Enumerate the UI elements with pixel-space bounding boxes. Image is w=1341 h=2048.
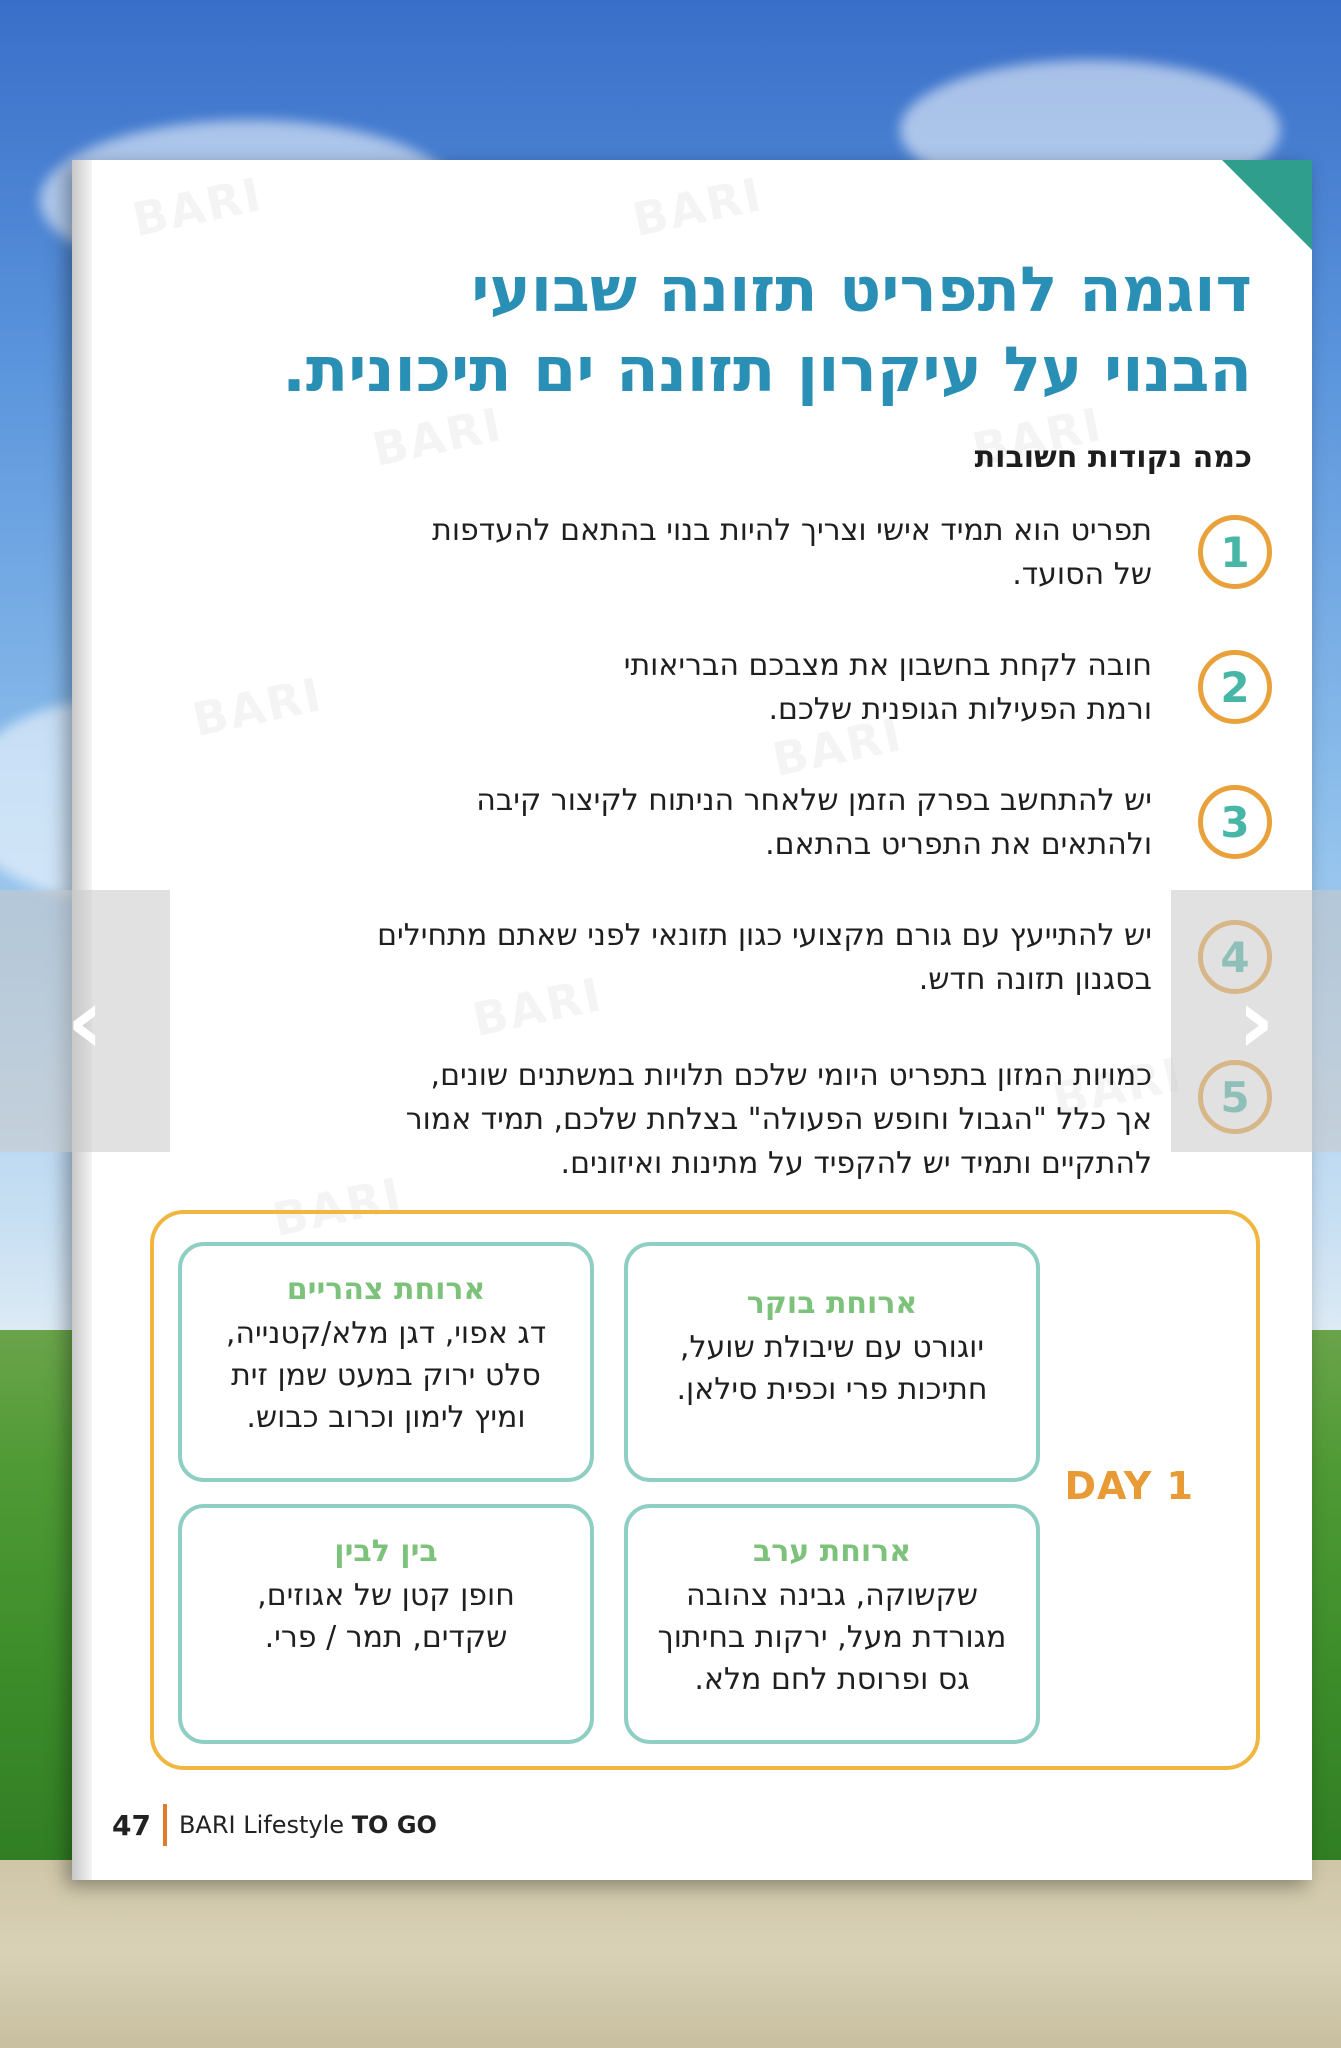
meal-card-dinner — [624, 1504, 1040, 1744]
point-line: יש להתייעץ עם גורם מקצועי כגון תזונאי לפני שאתם מתחילים — [377, 918, 1152, 953]
page-title — [152, 250, 1252, 410]
corner-flag — [1222, 160, 1312, 250]
point-line: יש להתחשב בפרק הזמן שלאחר הניתוח לקיצור קיבה — [476, 783, 1152, 818]
meal-line: דג אפוי, דגן מלא/קטנייה, — [225, 1316, 547, 1351]
watermark — [128, 167, 268, 247]
point-line: ולהתאים את התפריט בהתאם. — [765, 827, 1152, 862]
brochure-page — [72, 160, 1312, 1880]
meal-line: שקדים, תמר / פרי. — [264, 1620, 508, 1655]
point-line: כמויות המזון בתפריט היומי שלכם תלויות במשתנים שונים, — [430, 1058, 1152, 1093]
meal-line: ומיץ לימון וכרוב כבוש. — [246, 1400, 526, 1435]
page-footer — [112, 1800, 437, 1850]
meal-title: ארוחת ערב — [752, 1534, 912, 1569]
point-text — [202, 914, 1152, 1002]
meal-card-lunch — [178, 1242, 594, 1482]
title-line-1: דוגמה לתפריט תזונה שבועי — [471, 253, 1252, 326]
meal-line: שקשוקה, גבינה צהובה — [685, 1578, 978, 1613]
point-2 — [172, 650, 1272, 770]
number-badge: 2 — [1198, 650, 1272, 724]
point-3 — [172, 785, 1272, 905]
meal-line: חתיכות פרי וכפית סילאן. — [676, 1372, 988, 1407]
meal-title: בין לבין — [334, 1534, 438, 1569]
point-4 — [172, 920, 1272, 1040]
point-text — [202, 779, 1152, 867]
title-line-2: הבנוי על עיקרון תזונה ים תיכונית. — [282, 333, 1252, 406]
meal-card-snack — [178, 1504, 594, 1744]
next-page-button[interactable] — [1171, 890, 1341, 1152]
number-badge: 3 — [1198, 785, 1272, 859]
meal-card-breakfast — [624, 1242, 1040, 1482]
point-5 — [172, 1060, 1272, 1180]
section-subtitle: כמה נקודות חשובות — [974, 440, 1252, 475]
point-text — [202, 644, 1152, 732]
meal-title: ארוחת צהריים — [286, 1272, 486, 1307]
day-menu-frame — [150, 1210, 1260, 1770]
point-line: אך כלל "הגבול וחופש הפעולה" בצלחת שלכם, תמיד אמור — [405, 1102, 1152, 1137]
meal-body — [628, 1575, 1036, 1701]
brand-suffix: TO GO — [351, 1811, 437, 1839]
point-1 — [172, 515, 1272, 635]
chevron-right-icon: › — [1237, 968, 1275, 1074]
page-number: 47 — [112, 1808, 151, 1842]
meal-body — [182, 1313, 590, 1439]
brand-name: BARI Lifestyle — [178, 1811, 345, 1839]
meal-line: מגורדת מעל, ירקות בחיתוך — [657, 1620, 1007, 1655]
point-text — [202, 509, 1152, 597]
meal-line: יוגורט עם שיבולת שועל, — [679, 1330, 985, 1365]
number-badge: 1 — [1198, 515, 1272, 589]
prev-page-button[interactable] — [0, 890, 170, 1152]
meal-title: ארוחת בוקר — [746, 1286, 918, 1321]
meal-line: חופן קטן של אגוזים, — [257, 1578, 515, 1613]
point-line: של הסועד. — [1012, 557, 1152, 592]
point-line: תפריט הוא תמיד אישי וצריך להיות בנוי בהתאם להעדפות — [432, 513, 1152, 548]
meal-line: גס ופרוסת לחם מלא. — [694, 1662, 970, 1697]
point-line: בסגנון תזונה חדש. — [918, 962, 1152, 997]
footer-divider — [163, 1804, 167, 1846]
point-text — [202, 1054, 1152, 1186]
meal-body — [182, 1575, 590, 1659]
day-label: DAY 1 — [1064, 1464, 1194, 1508]
footer-brand — [179, 1811, 437, 1839]
watermark — [628, 167, 768, 247]
path-background — [0, 1860, 1341, 2048]
point-line: חובה לקחת בחשבון את מצבכם הבריאותי — [623, 648, 1152, 683]
meal-body — [628, 1327, 1036, 1411]
point-line: להתקיים ותמיד יש להקפיד על מתינות ואיזונים. — [560, 1146, 1152, 1181]
chevron-left-icon: ‹ — [66, 968, 104, 1074]
meal-line: סלט ירוק במעט שמן זית — [231, 1358, 541, 1393]
point-line: ורמת הפעילות הגופנית שלכם. — [768, 692, 1152, 727]
